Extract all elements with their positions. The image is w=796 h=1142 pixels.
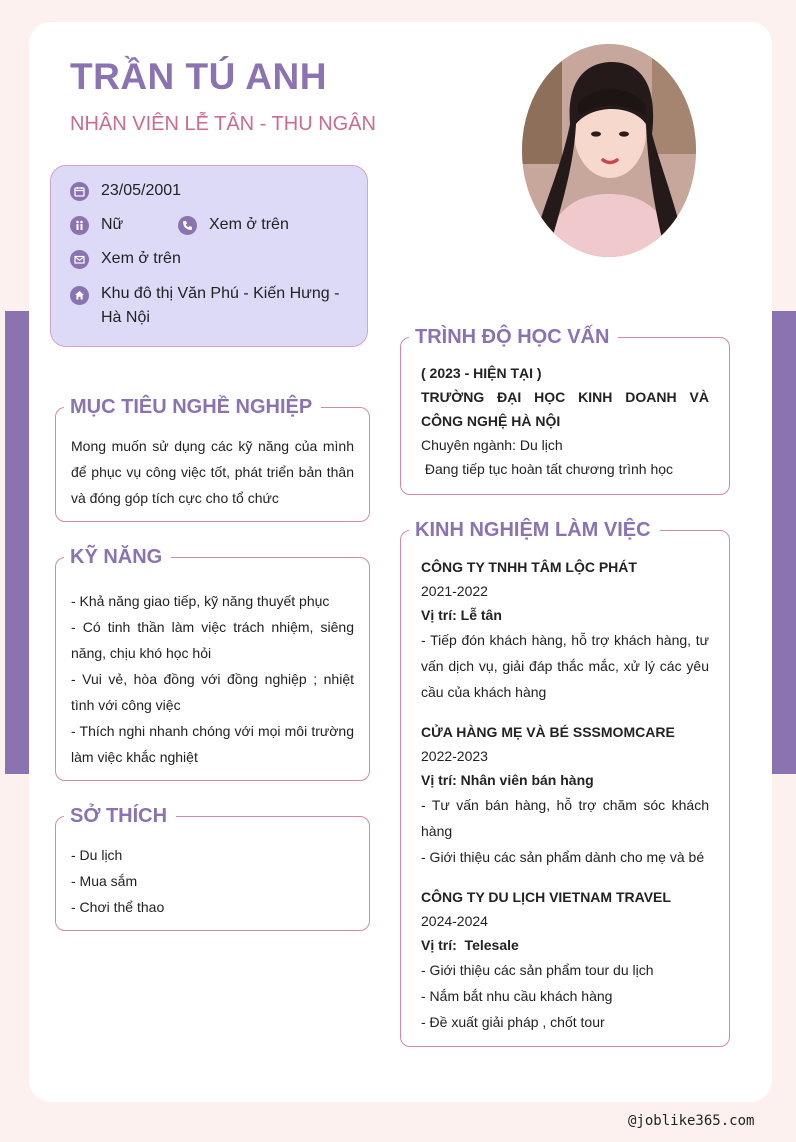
education-major: Chuyên ngành: Du lịch xyxy=(421,437,563,453)
profile-photo xyxy=(522,44,696,257)
list-item: - Mua sắm xyxy=(71,873,138,889)
job-description: - Tư vấn bán hàng, hỗ trợ chăm sóc khách hàng xyxy=(421,797,709,839)
job-description: - Giới thiệu các sản phẩm tour du lịch xyxy=(421,962,654,978)
job-entry-1 xyxy=(421,555,709,705)
experience-title: KINH NGHIỆM LÀM VIỆC xyxy=(409,517,660,543)
list-item: - Thích nghi nhanh chóng với mọi môi trường làm việc khắc nghiệt xyxy=(71,723,354,765)
address-line-1: Khu đô thị Văn Phú - Kiến Hưng - xyxy=(101,285,340,302)
skills-list xyxy=(71,588,354,770)
birthdate-value: 23/05/2001 xyxy=(101,182,182,199)
phone-row xyxy=(178,216,289,235)
gender-row xyxy=(70,216,123,235)
objective-text: Mong muốn sử dụng các kỹ năng của mình để phục vụ công việc tốt, phát triển bản thân và đóng góp tích cực cho tổ chức xyxy=(71,438,354,506)
job-description: - Giới thiệu các sản phẩm dành cho mẹ và bé xyxy=(421,849,705,865)
list-item: - Du lịch xyxy=(71,847,123,863)
job-company: CÔNG TY DU LỊCH VIETNAM TRAVEL xyxy=(421,889,671,905)
mail-icon xyxy=(70,250,89,269)
phone-icon xyxy=(178,216,197,235)
gender-icon xyxy=(70,216,89,235)
education-status: Đang tiếp tục hoàn tất chương trình học xyxy=(421,461,674,477)
address-line-2: Hà Nội xyxy=(101,309,150,326)
email-value: Xem ở trên xyxy=(101,250,181,267)
job-period: 2024-2024 xyxy=(421,913,488,929)
birthdate-row xyxy=(70,182,181,201)
skills-title: KỸ NĂNG xyxy=(64,544,171,570)
job-company: CỬA HÀNG MẸ VÀ BÉ SSSMOMCARE xyxy=(421,724,675,740)
education-period: ( 2023 - HIỆN TẠI ) xyxy=(421,365,542,381)
left-decor-band xyxy=(5,311,29,774)
list-item: - Chơi thể thao xyxy=(71,899,165,915)
candidate-role: NHÂN VIÊN LỄ TÂN - THU NGÂN xyxy=(70,113,376,135)
watermark-text: @joblike365.com xyxy=(628,1113,755,1129)
phone-value: Xem ở trên xyxy=(209,216,289,233)
job-entry-2 xyxy=(421,720,709,870)
job-position: Vị trí: Lễ tân xyxy=(421,607,502,623)
calendar-icon xyxy=(70,182,89,201)
home-icon xyxy=(70,286,89,305)
job-entry-3 xyxy=(421,885,709,1035)
job-period: 2021-2022 xyxy=(421,583,488,599)
candidate-name: TRẦN TÚ ANH xyxy=(70,56,327,97)
job-description: - Tiếp đón khách hàng, hỗ trợ khách hàng, tư vấn dịch vụ, giải đáp thắc mắc, xử lý các yêu cầu của khách hàng xyxy=(421,632,709,700)
job-position: Vị trí: Telesale xyxy=(421,937,519,953)
list-item: - Có tinh thần làm việc trách nhiệm, siêng năng, chịu khó học hỏi xyxy=(71,619,354,661)
education-school: TRƯỜNG ĐẠI HỌC KINH DOANH VÀ CÔNG NGHỆ HÀ NỘI xyxy=(421,389,709,429)
job-description: - Đề xuất giải pháp , chốt tour xyxy=(421,1014,605,1030)
education-title: TRÌNH ĐỘ HỌC VẤN xyxy=(409,324,618,350)
right-decor-band xyxy=(772,311,796,774)
job-company: CÔNG TY TNHH TÂM LỘC PHÁT xyxy=(421,559,637,575)
address-row xyxy=(70,284,339,330)
job-position: Vị trí: Nhân viên bán hàng xyxy=(421,772,594,788)
list-item: - Vui vẻ, hòa đồng với đồng nghiệp ; nhiệt tình với công việc xyxy=(71,671,354,713)
objective-title: MỤC TIÊU NGHỀ NGHIỆP xyxy=(64,394,321,420)
gender-value: Nữ xyxy=(101,216,124,233)
email-row xyxy=(70,250,181,269)
education-content xyxy=(421,361,709,481)
job-period: 2022-2023 xyxy=(421,748,488,764)
hobbies-list xyxy=(71,842,354,920)
job-description: - Nắm bắt nhu cầu khách hàng xyxy=(421,988,613,1004)
hobbies-title: SỞ THÍCH xyxy=(64,803,176,829)
list-item: - Khả năng giao tiếp, kỹ năng thuyết phục xyxy=(71,593,330,609)
